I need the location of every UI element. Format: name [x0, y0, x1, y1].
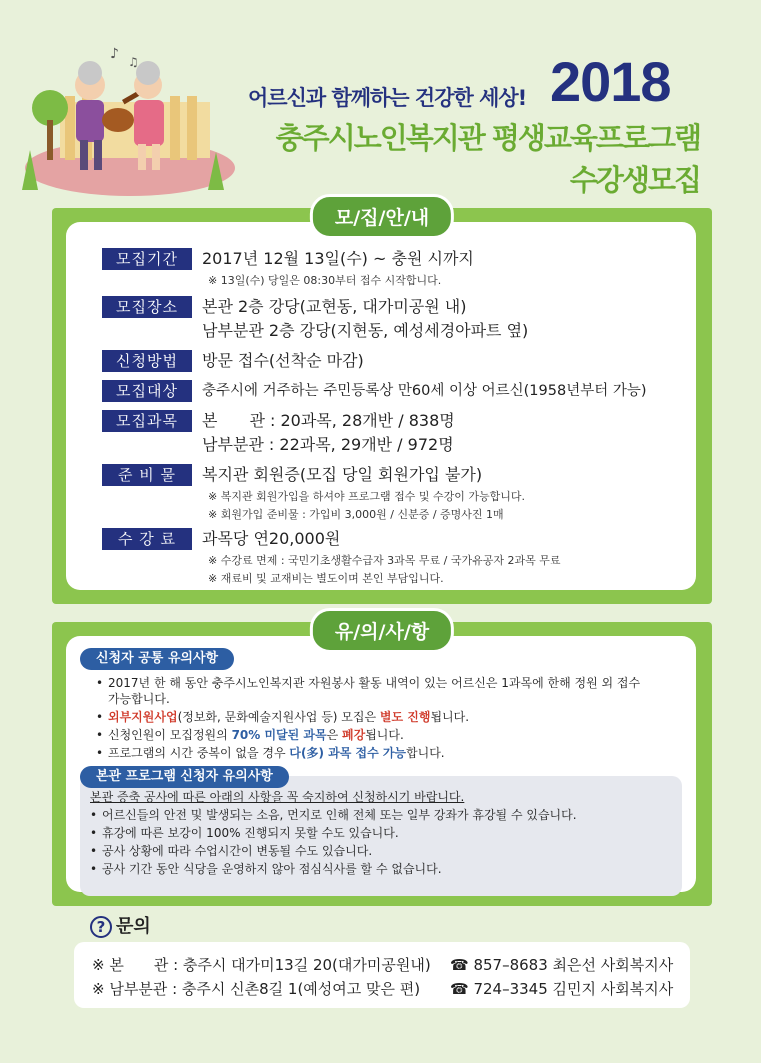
recruit-value: 본 관 : 20과목, 28개반 / 838명 [202, 411, 455, 430]
main-caution-title: 본관 프로그램 신청자 유의사항 [80, 766, 289, 788]
recruit-label: 모집기간 [102, 248, 192, 270]
recruit-label: 준 비 물 [102, 464, 192, 486]
contact-address: ※ 본 관 : 충주시 대가미13길 20(대가미공원내) [92, 956, 431, 974]
caution-item: • 휴강에 따른 보강이 100% 진행되지 못할 수도 있습니다. [90, 826, 399, 840]
contact-phone: ☎ 724–3345 김민지 사회복지사 [450, 980, 674, 998]
svg-text:♪: ♪ [110, 46, 119, 62]
caution-item-cont: 가능합니다. [108, 692, 170, 706]
recruit-label: 모집대상 [102, 380, 192, 402]
recruit-note: ※ 회원가입 준비물 : 가입비 3,000원 / 신분증 / 증명사진 1매 [208, 508, 504, 521]
recruit-value: 본관 2층 강당(교현동, 대가미공원 내) [202, 297, 467, 316]
caution-panel [52, 622, 712, 906]
main-caution-box [80, 776, 682, 896]
question-icon: ? [90, 916, 112, 938]
recruit-value: 방문 접수(선착순 마감) [202, 351, 364, 370]
recruit-value: 남부분관 : 22과목, 29개반 / 972명 [202, 435, 454, 454]
caution-item: • 외부지원사업(정보화, 문화예술지원사업 등) 모집은 별도 진행됩니다. [96, 710, 470, 724]
header-title-line1: 충주시노인복지관 평생교육프로그램 [275, 121, 700, 155]
header-subtitle: 어르신과 함께하는 건강한 세상! [248, 86, 527, 110]
recruit-value: 남부분관 2층 강당(지현동, 예성세경아파트 옆) [202, 321, 529, 340]
recruit-label: 수 강 료 [102, 528, 192, 550]
caution-item: • 공사 상황에 따라 수업시간이 변동될 수도 있습니다. [90, 844, 373, 858]
contact-box [74, 942, 690, 1008]
caution-item: • 2017년 한 해 동안 충주시노인복지관 자원봉사 활동 내역이 있는 어르신은 1과목에 한해 정원 외 접수 [96, 676, 641, 690]
common-caution-title: 신청자 공통 유의사항 [80, 648, 234, 670]
header-title-line2: 수강생모집 [569, 163, 700, 197]
caution-item: • 공사 기간 동안 식당을 운영하지 않아 점심식사를 할 수 없습니다. [90, 862, 442, 876]
svg-text:♫: ♫ [128, 55, 139, 69]
recruit-panel-inner [66, 222, 696, 590]
recruit-section-title: 모/집/안/내 [310, 194, 454, 239]
recruit-value: 과목당 연20,000원 [202, 529, 341, 548]
recruit-label: 신청방법 [102, 350, 192, 372]
main-caution-intro: 본관 증축 공사에 따른 아래의 사항을 꼭 숙지하여 신청하시기 바랍니다. [90, 790, 465, 804]
recruit-value: 2017년 12월 13일(수) ~ 충원 시까지 [202, 249, 474, 268]
caution-section-title: 유/의/사/항 [310, 608, 454, 653]
contact-phone: ☎ 857–8683 최은선 사회복지사 [450, 956, 674, 974]
caution-item: • 신청인원이 모집정원의 70% 미달된 과목은 폐강됩니다. [96, 728, 404, 742]
contact-address: ※ 남부분관 : 충주시 신촌8길 1(예성여고 맞은 편) [92, 980, 421, 998]
header-year: 2018 [550, 50, 671, 113]
recruit-value: 복지관 회원증(모집 당일 회원가입 불가) [202, 465, 483, 484]
recruit-note: ※ 13일(수) 당일은 08:30부터 접수 시작합니다. [208, 274, 442, 287]
caution-panel-inner [66, 636, 696, 892]
recruit-note: ※ 재료비 및 교재비는 별도이며 본인 부담입니다. [208, 572, 444, 585]
recruit-label: 모집과목 [102, 410, 192, 432]
elderly-couple-guitar-illustration [10, 40, 240, 200]
recruit-value: 충주시에 거주하는 주민등록상 만60세 이상 어르신(1958년부터 가능) [202, 383, 647, 399]
caution-item: • 어르신들의 안전 및 발생되는 소음, 먼지로 인해 전체 또는 일부 강좌가 휴강될 수 있습니다. [90, 808, 577, 822]
recruit-label: 모집장소 [102, 296, 192, 318]
recruit-note: ※ 복지관 회원가입을 하셔야 프로그램 접수 및 수강이 가능합니다. [208, 490, 525, 503]
contact-title: ? 문의 [90, 912, 151, 938]
recruit-note: ※ 수강료 면제 : 국민기초생활수급자 3과목 무료 / 국가유공자 2과목 무료 [208, 554, 561, 567]
recruit-panel [52, 208, 712, 604]
header [240, 50, 740, 210]
caution-item: • 프로그램의 시간 중복이 없을 경우 다(多) 과목 접수 가능합니다. [96, 746, 445, 760]
